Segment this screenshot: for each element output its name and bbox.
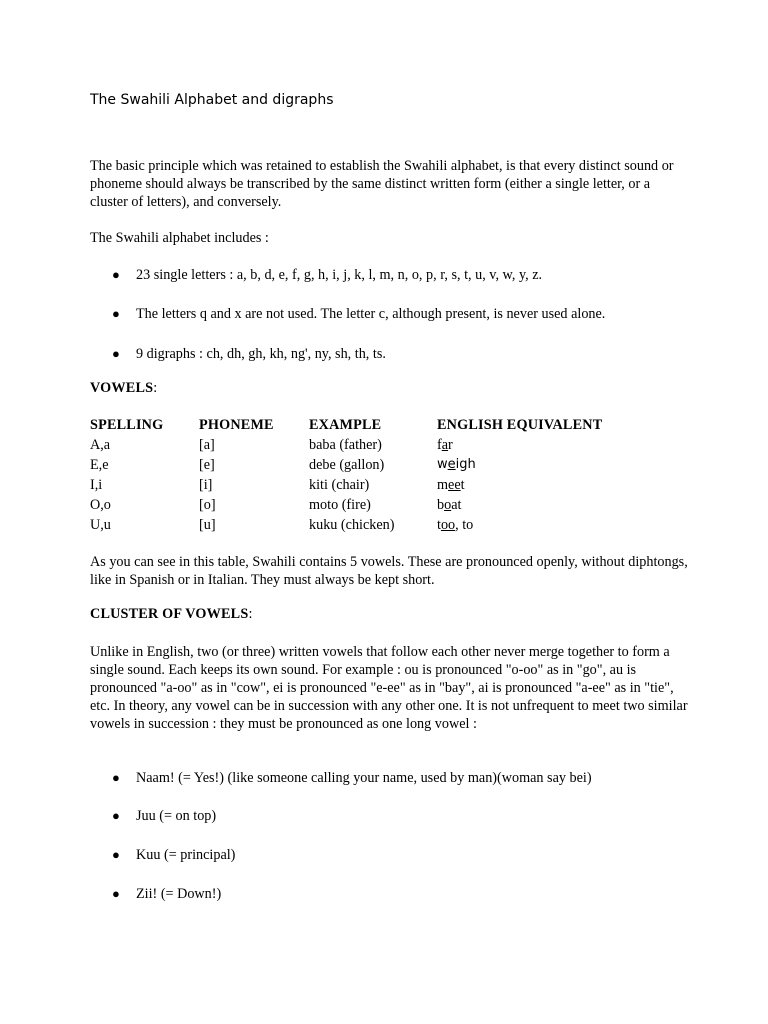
english-equivalent-cell: weigh <box>437 457 476 472</box>
spelling-cell: A,a <box>90 437 111 453</box>
cluster-heading: CLUSTER OF VOWELS: <box>90 606 253 622</box>
phoneme-cell: [e] <box>199 457 215 473</box>
english-equivalent-cell: boat <box>437 497 462 513</box>
spelling-cell: I,i <box>90 477 103 493</box>
bullet-icon: ● <box>112 770 120 785</box>
intro-paragraph: The basic principle which was retained to establish the Swahili alphabet, is that every distinct sound or phoneme should always be transcribed by the same distinct written form (either a single letter, or a cluster of letters), and conversely. <box>90 158 674 210</box>
vowels-heading: VOWELS: <box>90 380 158 396</box>
english-equivalent-cell: meet <box>437 477 465 493</box>
english-equivalent-cell: too, to <box>437 517 474 533</box>
table-header-row <box>90 415 637 435</box>
phoneme-cell: [o] <box>199 497 216 513</box>
bullet-icon: ● <box>112 808 120 823</box>
phoneme-cell: [a] <box>199 437 215 453</box>
example-cell: kuku (chicken) <box>309 517 395 533</box>
table-row <box>90 475 637 495</box>
document-title: The Swahili Alphabet and digraphs <box>90 92 334 108</box>
column-header-phoneme: PHONEME <box>199 417 274 433</box>
table-row <box>90 515 637 535</box>
example-cell: baba (father) <box>309 437 382 453</box>
bullet-icon: ● <box>112 267 120 282</box>
spelling-cell: E,e <box>90 457 109 473</box>
bullet-icon: ● <box>112 346 120 361</box>
column-header-english-equivalent: ENGLISH EQUIVALENT <box>437 417 603 433</box>
bullet-icon: ● <box>112 847 120 862</box>
list-item-text: Zii! (= Down!) <box>136 886 222 902</box>
list-item-text: 23 single letters : a, b, d, e, f, g, h, i, j, k, l, m, n, o, p, r, s, t, u, v, w, y, z. <box>136 267 543 283</box>
spelling-cell: U,u <box>90 517 111 533</box>
includes-paragraph: The Swahili alphabet includes : <box>90 230 269 246</box>
example-cell: kiti (chair) <box>309 477 370 493</box>
phoneme-cell: [i] <box>199 477 213 493</box>
vowels-note-paragraph: As you can see in this table, Swahili contains 5 vowels. These are pronounced openly, without diphtongs, like in Spanish or in Italian. They must always be kept short. <box>90 554 688 588</box>
list-item-text: Kuu (= principal) <box>136 847 236 863</box>
table-row <box>90 435 637 455</box>
column-header-spelling: SPELLING <box>90 417 164 433</box>
example-cell: moto (fire) <box>309 497 371 513</box>
list-item-text: 9 digraphs : ch, dh, gh, kh, ng', ny, sh, th, ts. <box>136 346 386 362</box>
table-row <box>90 495 637 515</box>
example-cell: debe (gallon) <box>309 457 385 473</box>
vowels-table <box>90 415 637 535</box>
bullet-icon: ● <box>112 306 120 321</box>
cluster-paragraph: Unlike in English, two (or three) written vowels that follow each other never merge together to form a single sound. Each keeps its own sound. For example : ou is pronounced "o-oo" as in "go", au is pronounced "a-oo" as in "cow", ei is pronounced "e-ee" as in "bay", ai is pronounced "a-ee" as in "tie", etc. In theory, any vowel can be in succession with any other one. It is not unfrequent to meet two similar vowels in succession : they must be pronounced as one long vowel : <box>90 644 688 732</box>
list-item-text: Juu (= on top) <box>136 808 217 824</box>
list-item-text: The letters q and x are not used. The letter c, although present, is never used alone. <box>136 306 606 322</box>
bullet-icon: ● <box>112 886 120 901</box>
spelling-cell: O,o <box>90 497 111 513</box>
english-equivalent-cell: far <box>437 437 453 453</box>
list-item-text: Naam! (= Yes!) (like someone calling your name, used by man)(woman say bei) <box>136 770 592 786</box>
column-header-example: EXAMPLE <box>309 417 382 433</box>
table-row <box>90 455 637 475</box>
vowels-heading-text: VOWELS <box>90 380 154 396</box>
cluster-heading-text: CLUSTER OF VOWELS <box>90 606 249 622</box>
phoneme-cell: [u] <box>199 517 216 533</box>
